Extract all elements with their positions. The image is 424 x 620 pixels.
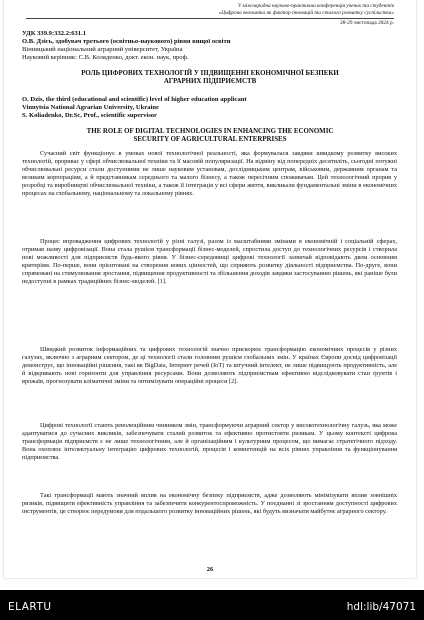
- author-ua: О.В. Дзісь, здобувач третього (освітньо-наукового) рівня вищої освіти: [22, 38, 231, 45]
- header-divider: [26, 18, 394, 19]
- title-ua-line-1: РОЛЬ ЦИФРОВИХ ТЕХНОЛОГІЙ У ПІДВИЩЕННІ ЕКОНОМІЧНОЇ БЕЗПЕКИ: [81, 70, 339, 77]
- body-paragraph-5: Такі трансформації мають значний вплив на економічну безпеку підприємств, адже дозволяють мінімізувати вплив зовнішніх ризиків, підвищити ефективність управління та забезпечити конкурентоспроможність. У поєднанні зі зростанням доступності цифрових інструментів, це створює передумови для подальшого розвитку інноваційних рішень, які будуть визначати майбутнє аграрного сектору.: [22, 492, 397, 515]
- repository-footer-bar: [0, 590, 424, 620]
- handle-link[interactable]: hdl:lib/47071: [346, 601, 416, 613]
- supervisor-ua: Науковий керівник: С.В. Колядeнко, докт. екон. наук, проф.: [22, 54, 189, 61]
- affiliation-en: Vinnytsia National Agrarian University, Ukraine: [22, 104, 159, 111]
- title-ua-line-2: АГРАРНИХ ПІДПРИЄМСТВ: [163, 78, 257, 85]
- body-paragraph-1: Сучасний світ функціонує в умовах нової технологічної реальності, яка формувалася завдяки швидкому розвитку високих технологій, прориває у сфері обчислювальної техніки та її масовій популяризації. На відміну від попередніх десятиліть, сьогодні потужні обчислювальні ресурси стали доступними не лише науковим установам, дослідницьким центрам, військовим, державним органам та великим корпораціям, а й представникам середнього та малого бізнесу, а також пересічним споживачам. Цей технологічний прорив у розробці та виробництві обчислювальної техніки, а також її інтеграція у всі сфери життя, викликали фундаментальні зміни в економічних процесах на глобальному, національному та локальному рівнях.: [22, 150, 397, 197]
- author-en: O. Dzis, the third (educational and scientific) level of higher education applicant: [22, 96, 247, 103]
- affiliation-ua: Вінницький національний аграрний університет, Україна: [22, 46, 183, 53]
- conference-header: V міжнародна науково-практична конференція учених та студентів: [237, 3, 394, 9]
- body-paragraph-3: Швидкий розвиток інформаційних та цифрових технологій значно прискорює трансформацію економічних процесів у різних галузях, включно з аграрним сектором, де ці технології стали головним рушієм глобальних змін. У країнах Європи досвід цифровізації демонструє, що інноваційні рішення, такі як BigData, Інтернет речей (IoT) та штучний інтелект, не лише підвищують продуктивність, але й відкривають нові горизонти для управління ресурсами. Вони дозволяють підприємствам ефективно відслідковувати стан ґрунтів і врожаїв, прогнозувати кліматичні зміни та оптимізувати операційні процеси [2].: [22, 346, 397, 385]
- repository-name: ELARTU: [8, 601, 52, 613]
- page-number: 26: [206, 566, 214, 573]
- conference-date: 28-29 листопада 2024 р.: [340, 20, 394, 26]
- supervisor-en: S. Koliadenko, Dr.Sc, Prof., scientific supervisor: [22, 112, 157, 119]
- body-paragraph-4: Цифрові технології стають революційним чинником змін, трансформуючи аграрний сектор у високотехнологічну галузь, яка може адаптуватися до сучасних викликів, забезпечувати сталий розвиток та ефективно протистояти ризикам. У цьому контексті цифрова трансформація підприємств є не лише технологічним, але й організаційним і культурним процесом, що вимагає стратегічного підходу. Вона охоплює інтелектуальну інтеграцію цифрових технологій, процесів і компетенцій на всіх рівнях управління та функціонування підприємства.: [22, 422, 397, 461]
- title-en-line-1: THE ROLE OF DIGITAL TECHNOLOGIES IN ENHANCING THE ECONOMIC: [86, 128, 334, 135]
- document-page: [4, 0, 416, 578]
- title-en-line-2: SECURITY OF AGRICULTURAL ENTERPRISES: [133, 136, 287, 143]
- conference-theme: «Цифрова економіка як фактор інновацій та сталого розвитку суспільства»: [218, 10, 394, 16]
- udk-code: УДК 339.9:332.2:631.1: [22, 30, 87, 37]
- body-paragraph-2: Процес впровадження цифрових технологій у різні галузі, разом із масштабними змінами в економічній і соціальній сферах, отримав назву цифровізації. Вона стала рушієм трансформації бізнес-моделей, спростила доступ до технологічних ресурсів і створила нові можливості для підприємств будь-якого рівня. У бізнес-середовищі цифрові технології зазвичай відповідають двом основним критеріям. По-перше, вони орієнтовані на створення нових цінностей, що сприяють розвитку діяльності підприємства. По-друге, вони спрямовані на стимулювання зростання, підвищення продуктивності та збільшення доходів завдяки застосуванню рішень, які раніше були недоступні в рамках традиційних бізнес-моделей. [1].: [22, 238, 397, 285]
